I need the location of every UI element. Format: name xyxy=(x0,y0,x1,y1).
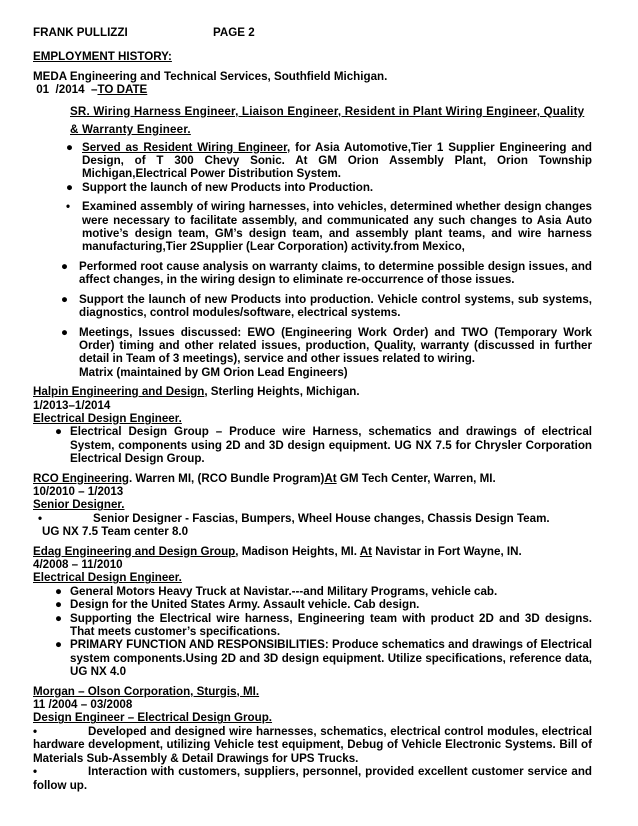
edag-company-location: Madison Heights, MI. xyxy=(238,544,360,558)
rco-at: At xyxy=(324,471,337,485)
rco-tools: UG NX 7.5 Team center 8.0 xyxy=(42,525,189,539)
meda-bullet1-link: Served as Resident Wiring Engineer, xyxy=(82,140,291,154)
bullet-icon: • xyxy=(38,511,43,525)
edag-role: Electrical Design Engineer. xyxy=(33,571,182,585)
list-item xyxy=(33,598,592,611)
meda-bullet5-text: Support the launch of new Products into production. Vehicle control systems, sub systems, diagnostics, control modules/software, electrical systems. xyxy=(79,292,592,320)
morgan-company: Morgan – Olson Corporation, Sturgis, MI. xyxy=(33,684,260,698)
meda-bullet1-text: for Asia Automotive,Tier 1 Supplier Engineering and Design, of T 300 Chevy Sonic. At GM Orion Assembly Plant, Orion Township Michigan,Electrical Power Distribution System. xyxy=(82,140,593,181)
morgan-bullet2 xyxy=(33,765,592,792)
halpin-company-link: Halpin Engineering and Design xyxy=(33,385,205,399)
list-item xyxy=(33,425,592,465)
meda-bullet3-text: Examined assembly of wiring harnesses, into vehicles, determined whether design changes were necessary to facilitate assembly, and communicated any such changes to Asia Auto motive’s design team, GM’s design team, and assembly plant teams, and wire harness manufacturing,Tier 2Supplier (Lear Corporation) activity.from Mexico, xyxy=(82,200,592,254)
list-item xyxy=(33,181,592,194)
list-item xyxy=(33,326,592,380)
meda-role: SR. Wiring Harness Engineer, Liaison Engineer, Resident in Plant Wiring Engineer, Quality & Warranty Engineer. xyxy=(70,104,585,136)
edag-bullet4-text: PRIMARY FUNCTION AND RESPONSIBILITIES: Produce schematics and drawings of Electrical system components.Using 2D and 3D design equipment. Utilize specifications, reference data, UG NX 4.0 xyxy=(70,638,592,679)
meda-bullet2-text: Support the launch of new Products into Production. xyxy=(82,180,374,194)
bullet-icon: ● xyxy=(55,611,63,625)
meda-dates-from: 01 /2014 – xyxy=(33,83,98,97)
halpin-role: Electrical Design Engineer. xyxy=(33,411,182,425)
edag-company xyxy=(33,545,592,558)
morgan-bullet1 xyxy=(33,725,592,765)
bullet-icon: ● xyxy=(61,259,69,273)
rco-company-location: GM Tech Center, Warren, MI. xyxy=(336,471,496,485)
edag-bullet2-text: Design for the United States Army. Assault vehicle. Cab design. xyxy=(70,598,420,612)
bullet-icon: • xyxy=(33,765,38,779)
rco-company-program: . Warren MI, (RCO Bundle Program) xyxy=(128,471,325,485)
rco-company-link: RCO Engineering xyxy=(33,471,129,485)
meda-company: MEDA Engineering and Technical Services, Southfield Michigan. xyxy=(33,69,388,83)
edag-bullets xyxy=(33,585,592,679)
bullet-icon: ● xyxy=(55,598,63,612)
bullet-icon: ● xyxy=(55,584,63,598)
list-item xyxy=(33,638,592,678)
page-header xyxy=(33,26,592,39)
edag-at: At xyxy=(359,544,373,558)
halpin-bullet1-text: Electrical Design Group – Produce wire Harness, schematics and drawings of electrical System, components using 2D and 3D design equipment. UG NX 7.5 for Chrysler Corporation Electrical Design Group. xyxy=(70,425,592,466)
edag-bullet1-text: General Motors Heavy Truck at Navistar.---and Military Programs, vehicle cab. xyxy=(70,584,498,598)
list-item xyxy=(33,612,592,639)
bullet-icon: ● xyxy=(61,325,69,339)
halpin-bullets xyxy=(33,425,592,465)
bullet-icon: ● xyxy=(61,292,69,306)
rco-dates: 10/2010 – 1/2013 xyxy=(33,484,124,498)
rco-bullet1 xyxy=(33,512,592,525)
meda-dates xyxy=(33,83,592,96)
bullet-icon: • xyxy=(33,724,38,738)
meda-dates-to: TO DATE xyxy=(97,83,148,97)
halpin-company xyxy=(33,385,592,398)
list-item xyxy=(33,200,592,254)
morgan-bullet1-text: Developed and designed wire harnesses, schematics, electrical control modules, electrical hardware development, utilizing Vehicle test equipment, Debug of Vehicle Electronic Systems. Bill of Materials Sub-Assembly & Detail Drawings for UPS Trucks. xyxy=(33,724,592,765)
bullet-icon: ● xyxy=(55,425,63,439)
list-item xyxy=(33,260,592,287)
halpin-company-location: , Sterling Heights, Michigan. xyxy=(204,385,360,399)
candidate-name: FRANK PULLIZZI xyxy=(33,26,128,39)
edag-bullet3-text: Supporting the Electrical wire harness, Engineering team with product 2D and 3D designs. That meets customer’s specifications. xyxy=(70,611,592,639)
edag-company-site: Navistar in Fort Wayne, IN. xyxy=(372,544,522,558)
rco-bullet1-text: Senior Designer - Fascias, Bumpers, Wheel House changes, Chassis Design Team. xyxy=(93,511,550,525)
list-item xyxy=(33,293,592,320)
meda-bullet6b-text: Matrix (maintained by GM Orion Lead Engineers) xyxy=(79,365,348,379)
page-number: PAGE 2 xyxy=(213,26,255,39)
bullet-icon: ● xyxy=(66,140,74,154)
rco-role: Senior Designer. xyxy=(33,498,125,512)
edag-company-link: Edag Engineering and Design Group, xyxy=(33,544,239,558)
morgan-dates: 11 /2004 – 03/2008 xyxy=(33,698,133,712)
edag-dates: 4/2008 – 11/2010 xyxy=(33,558,123,571)
bullet-icon: ● xyxy=(55,638,63,652)
bullet-icon: ● xyxy=(66,180,74,194)
halpin-dates: 1/2013–1/2014 xyxy=(33,398,111,412)
bullet-icon: • xyxy=(66,200,71,214)
meda-bullets-2 xyxy=(33,260,592,379)
morgan-bullet2-text: Interaction with customers, suppliers, personnel, provided excellent customer service and follow up. xyxy=(33,765,592,792)
list-item xyxy=(33,141,592,181)
rco-company xyxy=(33,472,592,485)
meda-bullets xyxy=(33,141,592,254)
list-item xyxy=(33,585,592,598)
meda-bullet4-text: Performed root cause analysis on warranty claims, to determine possible design issues, and affect changes, in the wiring design to eliminate re-occurrence of those issues. xyxy=(79,259,592,287)
section-title: EMPLOYMENT HISTORY: xyxy=(33,50,172,64)
meda-bullet6-text: Meetings, Issues discussed: EWO (Engineering Work Order) and TWO (Temporary Work Order) timing and other related issues, production, Quality, warranty (discussed in further detail in Team of 3 meetings), service and other issues related to wiring. xyxy=(79,325,592,366)
morgan-role: Design Engineer – Electrical Design Group. xyxy=(33,711,273,725)
